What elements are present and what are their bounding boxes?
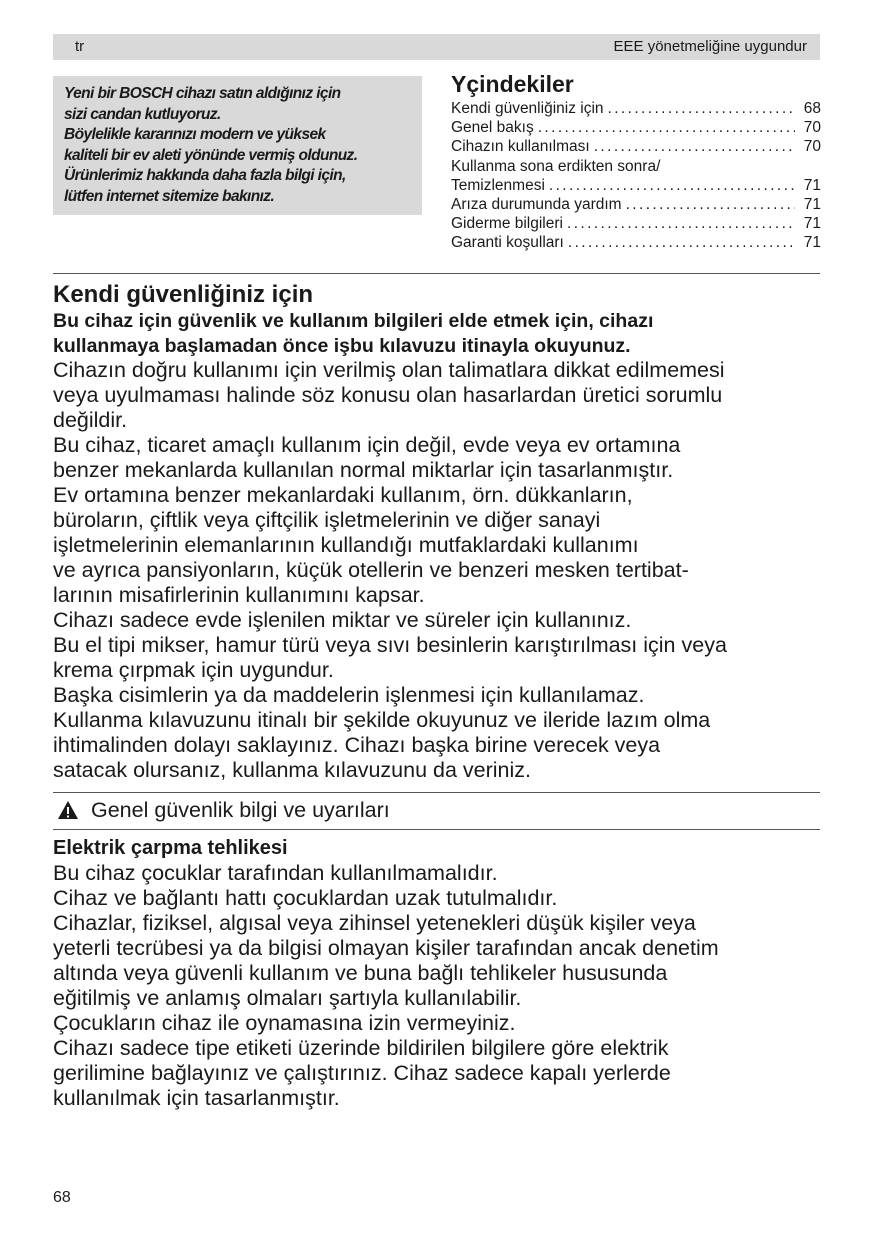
language-code: tr — [75, 38, 85, 55]
toc-entry-label: Genel bakış — [451, 119, 534, 137]
toc-entry[interactable] — [451, 214, 821, 233]
section-lead-line: kullanmaya başlamadan önce işbu kılavuzu itinayla okuyunuz. — [53, 334, 631, 357]
toc-entry-label: Giderme bilgileri — [451, 215, 563, 233]
electric-shock-section — [53, 836, 823, 1111]
toc-entry-page: 71 — [803, 176, 821, 194]
toc-entry[interactable] — [451, 176, 821, 195]
toc-leader — [567, 214, 795, 233]
intro-box — [53, 76, 422, 215]
intro-line: Ürünlerimiz hakkında daha fazla bilgi için, — [64, 167, 346, 185]
toc-leader — [538, 118, 795, 137]
body-line: değildir. — [53, 408, 128, 432]
toc-entry-label: Kullanma sona erdikten sonra/ — [451, 157, 661, 175]
toc-entry-label: Temizlenmesi — [451, 176, 545, 194]
toc-leader — [549, 176, 795, 195]
warning-heading — [53, 796, 390, 824]
section-divider — [53, 792, 820, 793]
body-line: ihtimalinden dolayı saklayınız. Cihazı başka birine verecek veya — [53, 733, 661, 757]
toc-entry-page: 68 — [803, 100, 821, 117]
toc-entry[interactable] — [451, 118, 821, 137]
toc-leader — [608, 99, 795, 118]
body-line: Kullanma kılavuzunu itinalı bir şekilde okuyunuz ve ileride lazım olma — [53, 708, 711, 732]
toc-title: Yçindekiler — [451, 71, 574, 97]
body-line: altında veya güvenli kullanım ve buna bağlı tehlikeler hususunda — [53, 961, 668, 985]
section-divider — [53, 829, 820, 830]
body-line: eğitilmiş ve anlamış olmaları şartıyla kullanılabilir. — [53, 986, 522, 1010]
body-line: krema çırpmak için uygundur. — [53, 658, 334, 682]
warning-triangle-icon — [57, 800, 79, 820]
toc-entry[interactable] — [451, 137, 821, 156]
toc-entry[interactable] — [451, 195, 821, 214]
body-line: benzer mekanlarda kullanılan normal miktarlar için tasarlanmıştır. — [53, 458, 674, 482]
toc-entry-label: Arıza durumunda yardım — [451, 196, 622, 214]
intro-line: Böylelikle kararınızı modern ve yüksek — [64, 126, 326, 144]
toc-leader — [568, 233, 795, 252]
body-line: büroların, çiftlik veya çiftçilik işletmelerinin ve diğer sanayi — [53, 508, 601, 532]
body-line: Cihaz ve bağlantı hattı çocuklardan uzak tutulmalıdır. — [53, 886, 558, 910]
table-of-contents — [451, 70, 821, 253]
toc-entry-page: 70 — [803, 138, 821, 156]
intro-line: Yeni bir BOSCH cihazı satın aldığınız için — [64, 85, 341, 102]
body-line: yeterli tecrübesi ya da bilgisi olmayan kişiler tarafından ancak denetim — [53, 936, 719, 960]
toc-entry-page: 70 — [803, 119, 821, 137]
body-line: kullanılmak için tasarlanmıştır. — [53, 1086, 340, 1110]
toc-entry[interactable] — [451, 157, 821, 176]
toc-leader — [594, 137, 795, 156]
warning-title: Genel güvenlik bilgi ve uyarıları — [91, 798, 390, 822]
body-line: Bu cihaz çocuklar tarafından kullanılmamalıdır. — [53, 861, 498, 885]
toc-entry[interactable] — [451, 233, 821, 252]
toc-leader — [626, 195, 795, 214]
section-lead-line: Bu cihaz için güvenlik ve kullanım bilgileri elde etmek için, cihazı — [53, 310, 654, 332]
toc-entry-label: Garanti koşulları — [451, 234, 564, 252]
body-line: satacak olursanız, kullanma kılavuzunu da veriniz. — [53, 758, 532, 782]
body-line: Ev ortamına benzer mekanlardaki kullanım, örn. dükkanların, — [53, 483, 633, 507]
subsection-title: Elektrik çarpma tehlikesi — [53, 837, 288, 859]
section-title: Kendi güvenliğiniz için — [53, 281, 314, 308]
intro-line: kaliteli bir ev aleti yönünde vermiş oldunuz. — [64, 146, 358, 164]
header-bar — [53, 34, 820, 60]
section-divider — [53, 273, 820, 274]
body-line: Başka cisimlerin ya da maddelerin işlenmesi için kullanılamaz. — [53, 683, 645, 707]
safety-section — [53, 281, 823, 783]
body-line: Bu cihaz, ticaret amaçlı kullanım için değil, evde veya ev ortamına — [53, 433, 681, 457]
toc-entry-label: Kendi güvenliğiniz için — [451, 100, 604, 117]
toc-entry-page: 71 — [803, 196, 821, 214]
body-line: Bu el tipi mikser, hamur türü veya sıvı besinlerin karıştırılması için veya — [53, 633, 727, 657]
body-line: Çocukların cihaz ile oynamasına izin vermeyiniz. — [53, 1011, 516, 1035]
toc-entry-label: Cihazın kullanılması — [451, 138, 590, 156]
body-line: larının misafirlerinin kullanımını kapsar. — [53, 583, 425, 607]
toc-entry[interactable] — [451, 99, 821, 118]
toc-entry-page: 71 — [803, 215, 821, 233]
intro-line: lütfen internet sitemize bakınız. — [64, 187, 275, 205]
page-number: 68 — [53, 1189, 71, 1206]
body-line: ve ayrıca pansiyonların, küçük otellerin ve benzeri mesken tertibat- — [53, 558, 689, 582]
body-line: Cihazın doğru kullanımı için verilmiş olan talimatlara dikkat edilmemesi — [53, 358, 725, 382]
body-line: Cihazı sadece tipe etiketi üzerinde bildirilen bilgilere göre elektrik — [53, 1036, 669, 1060]
body-line: Cihazı sadece evde işlenilen miktar ve süreler için kullanınız. — [53, 608, 632, 632]
toc-entry-page: 71 — [803, 234, 821, 252]
body-line: işletmelerinin elemanlarının kullandığı mutfaklardaki kullanımı — [53, 533, 639, 557]
body-line: gerilimine bağlayınız ve çalıştırınız. Cihaz sadece kapalı yerlerde — [53, 1061, 671, 1085]
intro-line: sizi candan kutluyoruz. — [64, 105, 221, 123]
body-line: Cihazlar, fiziksel, algısal veya zihinsel yetenekleri düşük kişiler veya — [53, 911, 696, 935]
body-line: veya uyulmaması halinde söz konusu olan hasarlardan üretici sorumlu — [53, 383, 723, 407]
header-title: EEE yönetmeliğine uygundur — [613, 38, 807, 55]
